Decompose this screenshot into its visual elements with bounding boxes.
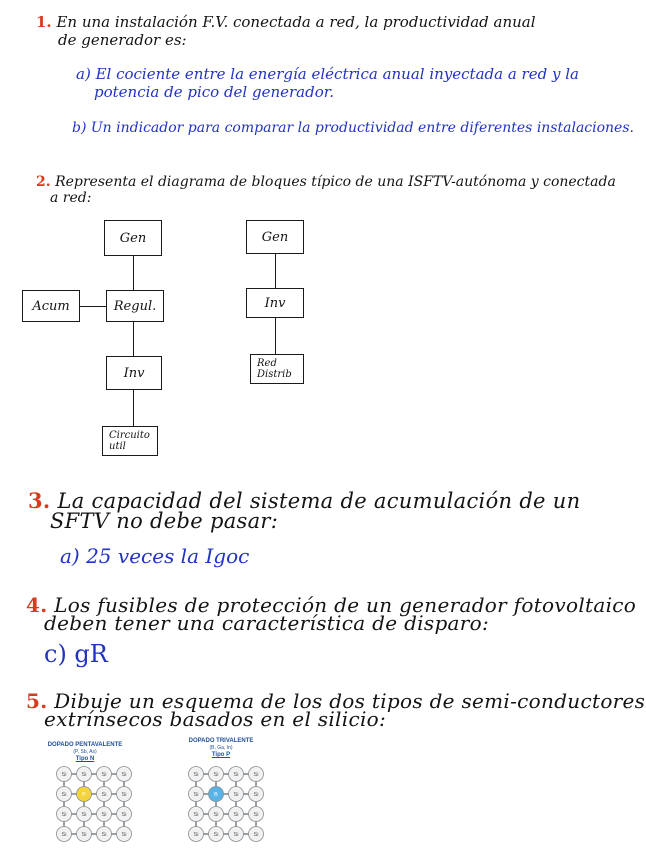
lattice-n-si-label: Si: [101, 772, 107, 779]
q5-text-1: Dibuje un esquema de los dos tipos de semi-conductores: [54, 689, 646, 713]
auto-connector-gen-regul: [133, 256, 134, 290]
lattice-n-si-label: Si: [121, 812, 127, 819]
lattice-p-title-block: [172, 738, 270, 759]
q3-text-1: La capacidad del sistema de acumulación de un: [57, 489, 581, 513]
lattice-n-title-block: [36, 742, 134, 763]
lattice-n-title: DOPADO PENTAVALENTE: [47, 742, 123, 748]
q1-line1: [36, 14, 536, 30]
lattice-p-type: Tipo P: [211, 752, 231, 758]
auto-circuit-label-1: Circuito: [109, 430, 150, 441]
q4-answer: c) gR: [44, 640, 108, 668]
q3-number: 3.: [28, 488, 51, 513]
lattice-p-si-label: Si: [233, 832, 239, 839]
lattice-p-dopant-label: B: [214, 792, 218, 799]
lattice-n-elements: (P, Sb, As): [73, 749, 97, 755]
lattice-n-si-label: Si: [101, 832, 107, 839]
q3-line2: SFTV no debe pasar:: [50, 509, 279, 533]
lattice-p-si-label: Si: [193, 772, 199, 779]
lattice-p-si-label: Si: [233, 792, 239, 799]
lattice-n-type: Tipo N: [75, 756, 95, 762]
grid-inv-block: Inv: [246, 288, 304, 318]
q3-answer: a) 25 veces la Igoc: [60, 544, 250, 568]
q4-text-1: Los fusibles de protección de un generador fotovoltaico: [54, 593, 637, 617]
q1-option-a-2: potencia de pico del generador.: [94, 83, 335, 101]
auto-regul-block: Regul.: [106, 290, 164, 322]
q2-line1: [36, 174, 616, 190]
lattice-n-si-label: Si: [61, 812, 67, 819]
lattice-p-si-label: Si: [253, 832, 259, 839]
lattice-n-si-label: Si: [61, 832, 67, 839]
lattice-n-si-label: Si: [101, 812, 107, 819]
q1-line2: de generador es:: [58, 31, 187, 49]
lattice-p-si-label: Si: [253, 812, 259, 819]
lattice-n-diagram: [54, 764, 134, 844]
q2-number: 2.: [36, 174, 51, 190]
auto-circuit-label-2: util: [109, 441, 126, 452]
auto-connector-acum-regul: [80, 306, 106, 307]
q1-option-b: b) Un indicador para comparar la productividad entre diferentes instalaciones.: [72, 120, 634, 136]
lattice-p-si-label: Si: [253, 772, 259, 779]
lattice-p-si-label: Si: [193, 812, 199, 819]
lattice-n-si-label: Si: [121, 772, 127, 779]
lattice-p-elements: (B, Ga, In): [209, 745, 233, 751]
grid-connector-inv-red: [275, 318, 276, 354]
lattice-n-si-label: Si: [81, 812, 87, 819]
lattice-n-si-label: Si: [61, 772, 67, 779]
q5-line2: extrínsecos basados en el silicio:: [44, 707, 387, 731]
lattice-n-si-label: Si: [121, 792, 127, 799]
lattice-p-si-label: Si: [253, 792, 259, 799]
lattice-p-title: DOPADO TRIVALENTE: [188, 738, 254, 744]
q5-number: 5.: [26, 689, 48, 713]
lattice-n-si-label: Si: [61, 792, 67, 799]
q4-number: 4.: [26, 593, 48, 617]
q4-line2: deben tener una característica de disparo:: [44, 611, 490, 635]
q2-line2: a red:: [50, 190, 92, 206]
auto-connector-inv-circuit: [133, 390, 134, 426]
auto-gen-block: Gen: [104, 220, 162, 256]
lattice-n-si-label: Si: [81, 832, 87, 839]
lattice-p-si-label: Si: [193, 792, 199, 799]
q1-option-a-1: a) El cociente entre la energía eléctrica anual inyectada a red y la: [76, 65, 579, 83]
lattice-n-si-label: Si: [81, 772, 87, 779]
grid-connector-gen-inv: [275, 254, 276, 288]
q1-number: 1.: [36, 13, 52, 31]
lattice-p-si-label: Si: [213, 772, 219, 779]
lattice-n-dopant-label: P: [82, 792, 86, 799]
lattice-p-si-label: Si: [233, 772, 239, 779]
auto-connector-regul-inv: [133, 322, 134, 356]
auto-inv-block: Inv: [106, 356, 162, 390]
q1-text-1: En una instalación F.V. conectada a red, la productividad anual: [56, 13, 536, 31]
grid-red-label-2: Distrib: [257, 369, 292, 380]
lattice-p-si-label: Si: [233, 812, 239, 819]
grid-red-label-1: Red: [257, 358, 277, 369]
lattice-n-si-label: Si: [121, 832, 127, 839]
grid-gen-block: Gen: [246, 220, 304, 254]
lattice-n-si-label: Si: [101, 792, 107, 799]
q2-text-1: Representa el diagrama de bloques típico de una ISFTV-autónoma y conectada: [55, 174, 616, 190]
lattice-p-diagram: [186, 764, 266, 844]
grid-red-block: [250, 354, 304, 384]
auto-circuit-block: [102, 426, 158, 456]
lattice-p-si-label: Si: [213, 812, 219, 819]
lattice-p-si-label: Si: [193, 832, 199, 839]
lattice-p-si-label: Si: [213, 832, 219, 839]
auto-acum-block: Acum: [22, 290, 80, 322]
